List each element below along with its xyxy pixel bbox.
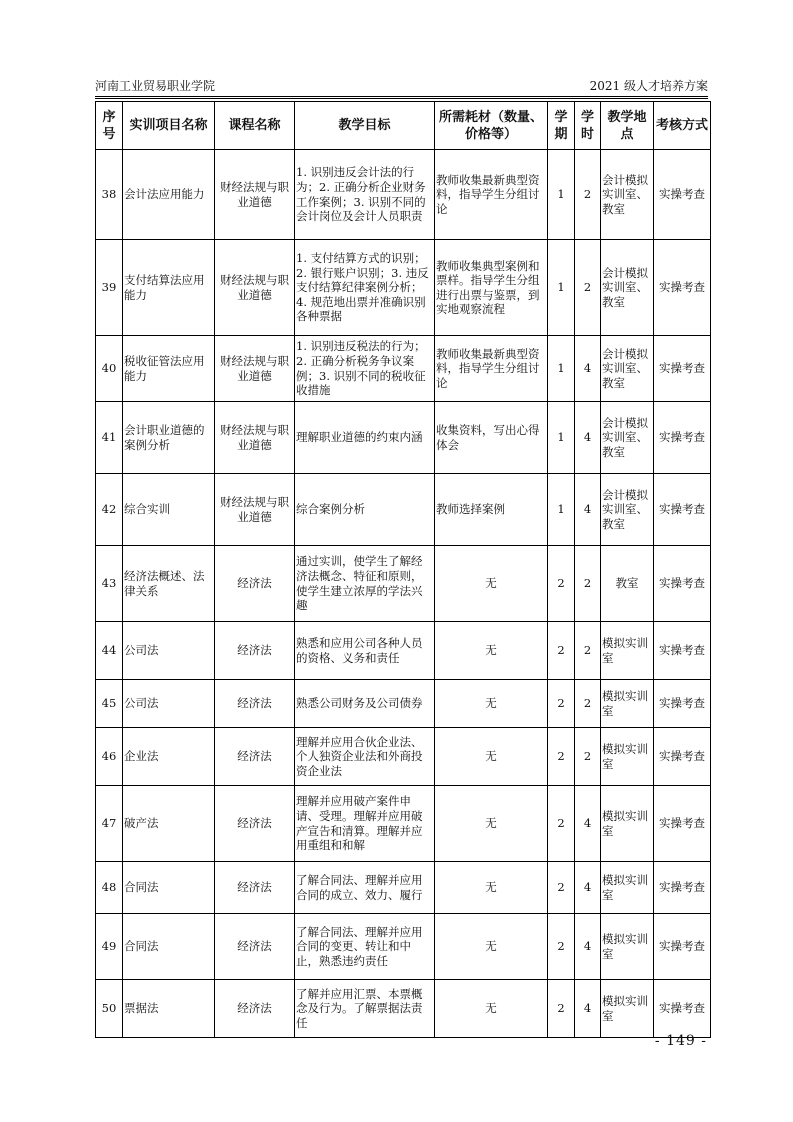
row-project: 票据法 (123, 980, 215, 1038)
row-term: 2 (548, 862, 575, 914)
table-row (96, 336, 711, 402)
row-no: 39 (96, 240, 123, 336)
row-no: 38 (96, 150, 123, 240)
col-header-materials: 所需耗材（数量、价格等） (435, 102, 548, 150)
row-project: 公司法 (123, 680, 215, 728)
header-rule-thick (95, 98, 708, 99)
row-assess: 实操考查 (654, 914, 711, 980)
row-term: 2 (548, 546, 575, 622)
row-assess: 实操考查 (654, 474, 711, 546)
row-hours: 4 (575, 980, 601, 1038)
row-goal: 了解合同法、理解并应用合同的成立、效力、履行 (295, 862, 435, 914)
row-hours: 2 (575, 240, 601, 336)
row-materials: 无 (435, 622, 548, 680)
row-no: 44 (96, 622, 123, 680)
row-materials: 无 (435, 862, 548, 914)
row-hours: 4 (575, 402, 601, 474)
row-course: 经济法 (215, 622, 295, 680)
row-project: 公司法 (123, 622, 215, 680)
col-header-course: 课程名称 (215, 102, 295, 150)
row-goal: 综合案例分析 (295, 474, 435, 546)
row-project: 经济法概述、法律关系 (123, 546, 215, 622)
row-assess: 实操考查 (654, 786, 711, 862)
row-hours: 2 (575, 622, 601, 680)
row-no: 50 (96, 980, 123, 1038)
row-course: 财经法规与职业道德 (215, 150, 295, 240)
col-header-no: 序号 (96, 102, 123, 150)
row-project: 会计法应用能力 (123, 150, 215, 240)
col-header-goal: 教学目标 (295, 102, 435, 150)
table-row (96, 240, 711, 336)
row-goal: 1. 识别违反会计法的行为；2. 正确分析企业财务工作案例；3. 识别不同的会计岗位及会计人员职责 (295, 150, 435, 240)
table-row (96, 622, 711, 680)
row-goal: 熟悉和应用公司各种人员的资格、义务和责任 (295, 622, 435, 680)
row-materials: 教师收集最新典型资料，指导学生分组讨论 (435, 336, 548, 402)
table-row (96, 150, 711, 240)
row-place: 模拟实训室 (601, 862, 654, 914)
table-row (96, 914, 711, 980)
row-term: 2 (548, 914, 575, 980)
row-term: 1 (548, 474, 575, 546)
row-assess: 实操考查 (654, 336, 711, 402)
row-place: 会计模拟实训室、教室 (601, 240, 654, 336)
row-course: 经济法 (215, 980, 295, 1038)
row-no: 45 (96, 680, 123, 728)
row-place: 模拟实训室 (601, 786, 654, 862)
row-term: 2 (548, 980, 575, 1038)
row-goal: 通过实训，使学生了解经济法概念、特征和原则，使学生建立浓厚的学法兴趣 (295, 546, 435, 622)
row-project: 综合实训 (123, 474, 215, 546)
row-place: 模拟实训室 (601, 980, 654, 1038)
row-place: 会计模拟实训室、教室 (601, 474, 654, 546)
row-no: 43 (96, 546, 123, 622)
row-assess: 实操考查 (654, 680, 711, 728)
row-term: 1 (548, 402, 575, 474)
row-materials: 无 (435, 546, 548, 622)
row-materials: 无 (435, 728, 548, 786)
row-hours: 4 (575, 474, 601, 546)
row-hours: 2 (575, 728, 601, 786)
row-term: 1 (548, 240, 575, 336)
row-assess: 实操考查 (654, 622, 711, 680)
row-project: 破产法 (123, 786, 215, 862)
row-assess: 实操考查 (654, 402, 711, 474)
row-materials: 收集资料，写出心得体会 (435, 402, 548, 474)
row-place: 模拟实训室 (601, 680, 654, 728)
row-course: 经济法 (215, 786, 295, 862)
row-term: 2 (548, 728, 575, 786)
row-term: 1 (548, 336, 575, 402)
row-goal: 理解并应用合伙企业法、个人独资企业法和外商投资企业法 (295, 728, 435, 786)
row-term: 2 (548, 622, 575, 680)
row-hours: 2 (575, 546, 601, 622)
row-course: 经济法 (215, 914, 295, 980)
row-no: 48 (96, 862, 123, 914)
table-row (96, 786, 711, 862)
header-rule (95, 96, 708, 97)
page-number: - 149 - (654, 1033, 707, 1049)
row-hours: 4 (575, 336, 601, 402)
table-row (96, 546, 711, 622)
row-place: 教室 (601, 546, 654, 622)
row-course: 财经法规与职业道德 (215, 240, 295, 336)
row-course: 财经法规与职业道德 (215, 474, 295, 546)
row-assess: 实操考查 (654, 728, 711, 786)
row-term: 1 (548, 150, 575, 240)
row-no: 41 (96, 402, 123, 474)
table-row (96, 728, 711, 786)
row-place: 会计模拟实训室、教室 (601, 402, 654, 474)
row-goal: 了解合同法、理解并应用合同的变更、转让和中止，熟悉违约责任 (295, 914, 435, 980)
col-header-term: 学期 (548, 102, 575, 150)
row-goal: 理解职业道德的约束内涵 (295, 402, 435, 474)
row-assess: 实操考查 (654, 240, 711, 336)
row-hours: 4 (575, 862, 601, 914)
row-course: 经济法 (215, 546, 295, 622)
table-row (96, 474, 711, 546)
row-materials: 教师收集最新典型资料，指导学生分组讨论 (435, 150, 548, 240)
row-assess: 实操考查 (654, 980, 711, 1038)
row-place: 模拟实训室 (601, 728, 654, 786)
col-header-place: 教学地点 (601, 102, 654, 150)
row-course: 财经法规与职业道德 (215, 402, 295, 474)
row-materials: 教师收集典型案例和票样。指导学生分组进行出票与鉴票，到实地观察流程 (435, 240, 548, 336)
row-place: 模拟实训室 (601, 914, 654, 980)
row-goal: 理解并应用破产案件申请、受理。理解并应用破产宣告和清算。理解并应用重组和和解 (295, 786, 435, 862)
row-project: 企业法 (123, 728, 215, 786)
row-assess: 实操考查 (654, 862, 711, 914)
row-no: 46 (96, 728, 123, 786)
row-course: 经济法 (215, 862, 295, 914)
training-table (95, 101, 711, 1038)
row-goal: 1. 识别违反税法的行为；2. 正确分析税务争议案例；3. 识别不同的税收征收措施 (295, 336, 435, 402)
table-row (96, 862, 711, 914)
row-hours: 2 (575, 680, 601, 728)
page-header (95, 78, 708, 94)
row-course: 经济法 (215, 728, 295, 786)
row-project: 税收征管法应用能力 (123, 336, 215, 402)
col-header-assess: 考核方式 (654, 102, 711, 150)
document-title: 2021 级人才培养方案 (589, 79, 708, 93)
row-project: 合同法 (123, 914, 215, 980)
row-assess: 实操考查 (654, 150, 711, 240)
table-header-row (96, 102, 711, 150)
row-project: 会计职业道德的案例分析 (123, 402, 215, 474)
row-assess: 实操考查 (654, 546, 711, 622)
row-place: 会计模拟实训室、教室 (601, 336, 654, 402)
row-hours: 4 (575, 786, 601, 862)
school-name: 河南工业贸易职业学院 (95, 79, 216, 93)
row-no: 49 (96, 914, 123, 980)
row-hours: 4 (575, 914, 601, 980)
row-materials: 无 (435, 914, 548, 980)
row-no: 42 (96, 474, 123, 546)
row-course: 经济法 (215, 680, 295, 728)
row-course: 财经法规与职业道德 (215, 336, 295, 402)
row-goal: 1. 支付结算方式的识别；2. 银行账户识别；3. 违反支付结算纪律案例分析；4. 规范地出票并准确识别各种票据 (295, 240, 435, 336)
row-materials: 无 (435, 680, 548, 728)
table-row (96, 680, 711, 728)
row-goal: 了解并应用汇票、本票概念及行为。了解票据法责任 (295, 980, 435, 1038)
row-no: 40 (96, 336, 123, 402)
col-header-project: 实训项目名称 (123, 102, 215, 150)
row-term: 2 (548, 680, 575, 728)
row-no: 47 (96, 786, 123, 862)
col-header-hours: 学时 (575, 102, 601, 150)
row-place: 会计模拟实训室、教室 (601, 150, 654, 240)
table-row (96, 402, 711, 474)
row-hours: 2 (575, 150, 601, 240)
row-project: 支付结算法应用能力 (123, 240, 215, 336)
row-materials: 无 (435, 980, 548, 1038)
row-project: 合同法 (123, 862, 215, 914)
row-materials: 教师选择案例 (435, 474, 548, 546)
row-materials: 无 (435, 786, 548, 862)
row-goal: 熟悉公司财务及公司债券 (295, 680, 435, 728)
table-row (96, 980, 711, 1038)
row-term: 2 (548, 786, 575, 862)
row-place: 模拟实训室 (601, 622, 654, 680)
